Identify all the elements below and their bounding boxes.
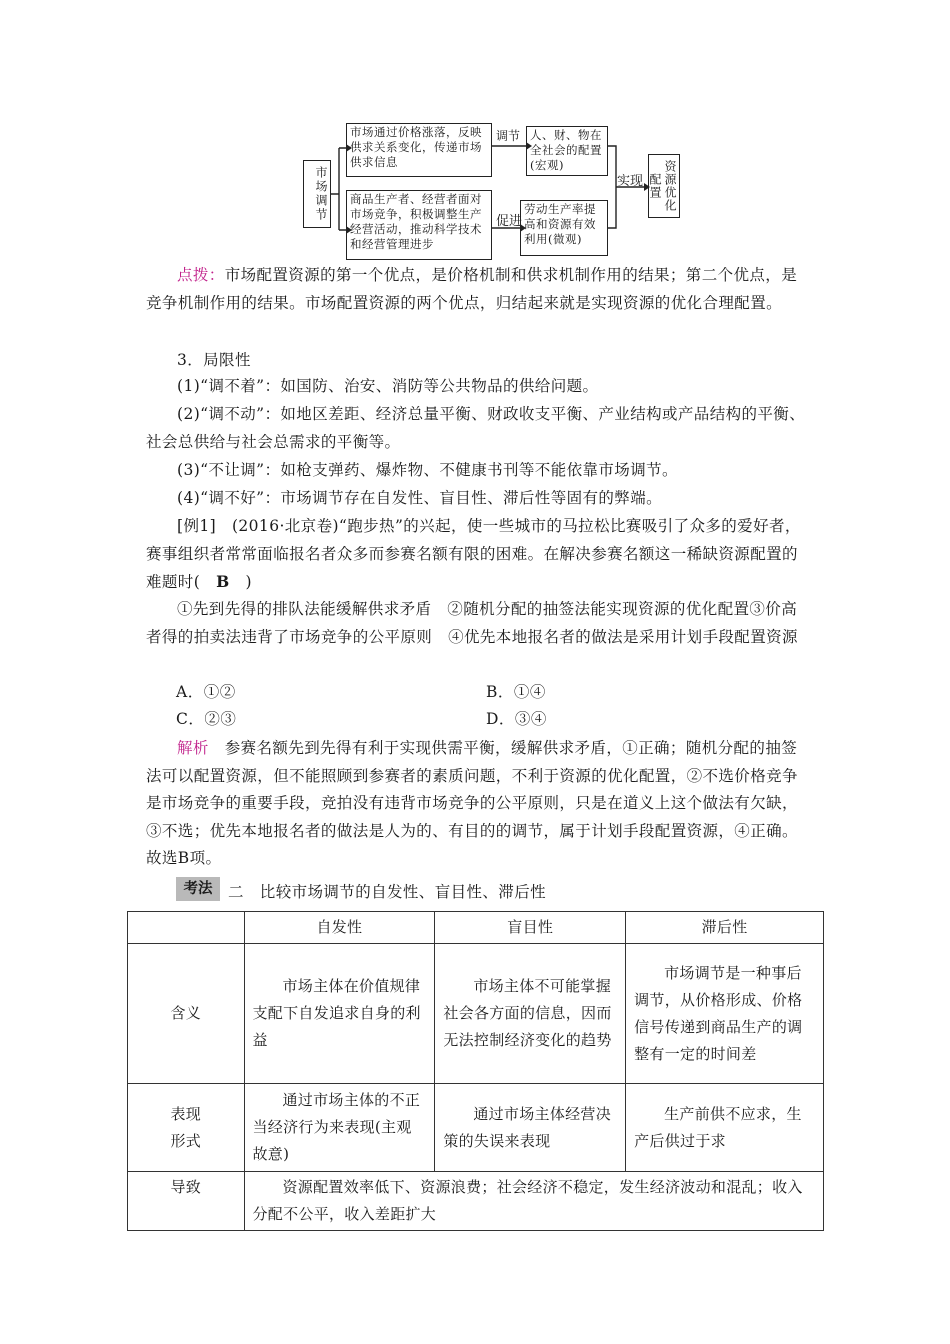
tip-paragraph (146, 262, 811, 317)
analysis-text: 参赛名额先到先得有利于实现供需平衡，缓解供求矛盾，①正确；随机分配的抽签法可以配置资源，但不能照顾到参赛者的素质问题，不利于资源的优化配置，②不选价格竞争是市场竞争的重要手段，竞拍没有违背市场竞争的公平原则，只是在道义上这个做法有欠缺，③不选；优先本地报名者的做法是人为的、有目的的调节，属于计划手段配置资源，④正确。故选B项。 (146, 739, 798, 867)
diagram-bottom-box: 商品生产者、经营者面对市场竞争，积极调整生产经营活动，推动科学技术和经营管理进步 (346, 190, 492, 260)
header-cell-spontaneity: 自发性 (244, 912, 435, 944)
answer-letter: B (216, 572, 230, 591)
analysis-label: 解析 (177, 739, 209, 757)
table-row (128, 1172, 824, 1231)
question-close: ) (229, 573, 252, 591)
row-label-form: 表现形式 (128, 1084, 245, 1172)
tip-label: 点拨： (177, 266, 225, 284)
meaning-spontaneity: 市场主体在价值规律支配下自发追求自身的利益 (244, 944, 435, 1084)
diagram-top-box: 市场通过价格涨落，反映供求关系变化，传递市场供求信息 (346, 123, 492, 177)
meaning-blindness: 市场主体不可能掌握社会各方面的信息，因而无法控制经济变化的趋势 (435, 944, 626, 1084)
diagram-top-arrow-label: 调节 (496, 129, 521, 143)
row-label-result: 导致 (128, 1172, 245, 1231)
form-blindness: 通过市场主体经营决策的失误来表现 (435, 1084, 626, 1172)
diagram-start-box: 市场调节 (303, 160, 331, 228)
section3-item-2: (2)“调不动”：如地区差距、经济总量平衡、财政收支平衡、产业结构或产品结构的平衡、社会总供给与社会总需求的平衡等。 (146, 405, 806, 451)
example-question (146, 513, 811, 597)
kaofa-tag: 考法 (176, 877, 220, 901)
option-b: B．①④ (486, 683, 546, 701)
comparison-table (127, 911, 824, 1231)
section3-item-3: (3)“不让调”：如枪支弹药、爆炸物、不健康书刊等不能依靠市场调节。 (177, 461, 678, 479)
diagram-bottom-result: 劳动生产率提高和资源有效利用(微观) (520, 200, 608, 256)
table-row (128, 944, 824, 1084)
option-c: C．②③ (176, 710, 237, 728)
form-lag: 生产前供不应求，生产后供过于求 (626, 1084, 824, 1172)
example-statements: ①先到先得的排队法能缓解供求矛盾 ②随机分配的抽签法能实现资源的优化配置③价高者得的拍卖法违背了市场竞争的公平原则 ④优先本地报名者的做法是采用计划手段配置资源 (146, 600, 798, 646)
diagram-bottom-arrow-label: 促进 (496, 214, 523, 229)
header-cell-blindness: 盲目性 (435, 912, 626, 944)
result-text: 资源配置效率低下、资源浪费；社会经济不稳定，发生经济波动和混乱；收入分配不公平，收入差距扩大 (244, 1172, 824, 1231)
section3-item-4: (4)“调不好”：市场调节存在自发性、盲目性、滞后性等固有的弊端。 (177, 489, 663, 507)
kaofa-title: 二 比较市场调节的自发性、盲目性、滞后性 (228, 883, 547, 901)
diagram-top-result: 人、财、物在全社会的配置(宏观) (526, 126, 608, 176)
diagram-final-arrow-label: 实现 (617, 174, 644, 189)
section3-item-1: (1)“调不着”：如国防、治安、消防等公共物品的供给问题。 (177, 377, 599, 395)
meaning-lag: 市场调节是一种事后调节，从价格形成、价格信号传递到商品生产的调整有一定的时间差 (626, 944, 824, 1084)
question-text: [例1] (2016·北京卷)“跑步热”的兴起，使一些城市的马拉松比赛吸引了众多的爱好者，赛事组织者常常面临报名者众多而参赛名额有限的困难。在解决参赛名额这一稀缺资源配置的难题时( (146, 517, 801, 591)
table-row (128, 1084, 824, 1172)
analysis-paragraph (146, 735, 811, 873)
row-label-meaning: 含义 (128, 944, 245, 1084)
tip-text: 市场配置资源的第一个优点，是价格机制和供求机制作用的结果；第二个优点，是竞争机制作用的结果。市场配置资源的两个优点，归结起来就是实现资源的优化合理配置。 (146, 266, 798, 312)
option-d: D．③④ (486, 710, 547, 728)
diagram-final-box: 资源优化配置 (648, 154, 680, 218)
form-spontaneity: 通过市场主体的不正当经济行为来表现(主观故意) (244, 1084, 435, 1172)
header-cell-lag: 滞后性 (626, 912, 824, 944)
section3-title: 3．局限性 (177, 351, 251, 369)
option-a: A．①② (176, 683, 236, 701)
header-cell-empty (128, 912, 245, 944)
table-header-row (128, 912, 824, 944)
